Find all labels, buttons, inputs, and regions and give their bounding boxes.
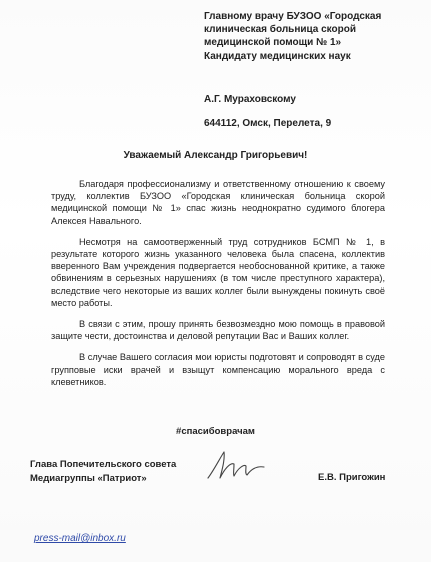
salutation: Уважаемый Александр Григорьевич! <box>123 150 308 161</box>
handwritten-signature <box>200 448 270 484</box>
recipient-name: А.Г. Мураховскому <box>204 94 296 105</box>
signer-name: Е.В. Пригожин <box>318 472 386 483</box>
addressee-line: Главному врачу БУЗОО «Городская <box>204 11 382 22</box>
hashtag: #спасибоврачам <box>176 426 255 437</box>
addressee-line: Кандидату медицинских наук <box>204 50 351 62</box>
addressee-block <box>204 10 414 63</box>
signer-title-line: Медиагруппы «Патриот» <box>30 472 147 484</box>
paragraph: В случае Вашего согласия мои юристы подготовят и сопроводят в суде групповые иски врачей и взыщут компенсацию морального вреда с клеветников. <box>51 352 385 387</box>
addressee-line: клиническая больница скорой <box>204 24 357 36</box>
addressee-line: медицинской помощи № 1» <box>204 37 342 49</box>
press-email-link[interactable]: press-mail@inbox.ru <box>34 533 126 544</box>
paragraph: Благодаря профессионализму и ответственному отношению к своему труду, коллектив БУЗОО «Городская клиническая больница скорой медицинской помощи № 1» спас жизнь неоднократно судимого блогера Алексея Навального. <box>51 179 385 226</box>
signer-title-line: Глава Попечительского совета <box>30 459 177 470</box>
recipient-address: 644112, Омск, Перелета, 9 <box>204 118 332 129</box>
signer-title <box>30 458 176 485</box>
letter-body <box>51 178 385 397</box>
paragraph: Несмотря на самоотверженный труд сотрудников БСМП № 1, в результате которого жизнь указанного человека была спасена, коллектив вверенного Вам учреждения подвергается необоснованной критике, а также обвинениям в серьезных нарушениях (в том числе преступного характера), вследствие чего некоторые из ваших коллег были вынуждены покинуть своё место работы. <box>51 236 385 308</box>
paragraph: В связи с этим, прошу принять безвозмездно мою помощь в правовой защите чести, достоинства и деловой репутации Вас и Ваших коллег. <box>51 319 385 342</box>
